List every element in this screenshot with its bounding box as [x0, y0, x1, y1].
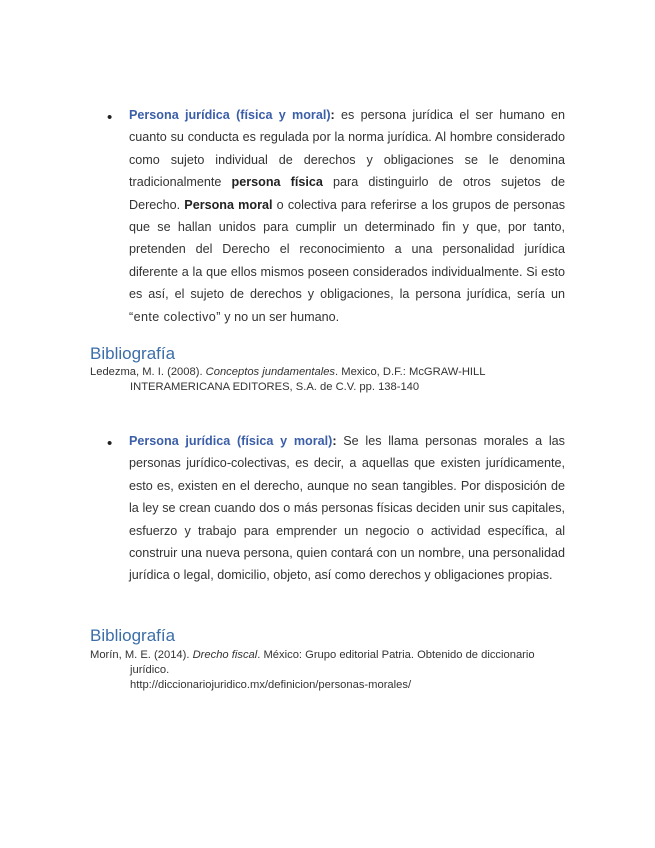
ref-author: Morín, M. E. (2014). [90, 649, 193, 661]
bibliography-heading: Bibliografía [90, 626, 176, 645]
ref-publisher: . México: Grupo editorial Patria. Obtenido de diccionario [257, 649, 535, 661]
ref-title: Conceptos jundamentales [205, 366, 336, 378]
paragraph-text: o colectiva para referirse a los grupos de personas que se hallan unidos para cumplir un determinado fin y que, por tanto, pretenden del Derecho el reconocimiento a una personalidad jurídica diferente a la que ellos mismos poseen considerados individualmente. Si esto es así, el sujeto de derechos y obligaciones, la persona jurídica, sería un [129, 197, 565, 302]
paragraph-text: y no un ser humano. [220, 309, 340, 324]
ref-continuation: jurídico. [130, 664, 170, 676]
bold-term: persona física [231, 175, 323, 190]
bibliography-reference [90, 648, 570, 693]
term-label: Persona jurídica (física y moral) [129, 434, 333, 448]
term-colon: : [330, 108, 335, 122]
paragraph-text: Se les llama personas morales a las personas jurídico-colectivas, es decir, a aquellas que existen jurídicamente, esto es, existen en el derecho, aunque no sean tangibles. Por disposición de la ley se crean cuando dos o más personas físicas deciden unir sus capitales, esfuerzo y trabajo para emprender un negocio o actividad específica, al construir una nueva persona, quien contará con un nombre, una personalidad jurídica o legal, domicilio, objeto, así como derechos y obligaciones propias. [129, 434, 565, 583]
bold-term: Persona moral [184, 197, 273, 212]
term-colon: : [332, 434, 337, 448]
paragraph-2 [129, 430, 565, 587]
quoted-term: “ente colectivo” [129, 309, 221, 324]
paragraph-1 [129, 104, 565, 328]
ref-author: Ledezma, M. I. (2008). [90, 366, 206, 378]
ref-publisher: . Mexico, D.F.: McGRAW-HILL [335, 366, 486, 378]
term-label: Persona jurídica (física y moral) [129, 108, 331, 122]
ref-title: Drecho fiscal [192, 649, 258, 661]
bullet-icon: • [107, 435, 113, 452]
ref-url-link[interactable]: http://diccionariojuridico.mx/definicion/personas-morales/ [130, 679, 412, 691]
bibliography-heading: Bibliografía [90, 344, 176, 363]
paragraph-text: para distinguirlo de otros sujetos de Derecho. [129, 175, 565, 212]
ref-continuation: INTERAMERICANA EDITORES, S.A. de C.V. pp. 138-140 [130, 381, 420, 393]
paragraph-text: es persona jurídica el ser humano en cuanto su conducta es regulada por la norma jurídica. Al hombre considerado como sujeto individual de derechos y obligaciones se le denomina tradicionalmente [129, 108, 565, 190]
bullet-icon: • [107, 109, 113, 126]
bibliography-reference [90, 365, 570, 395]
